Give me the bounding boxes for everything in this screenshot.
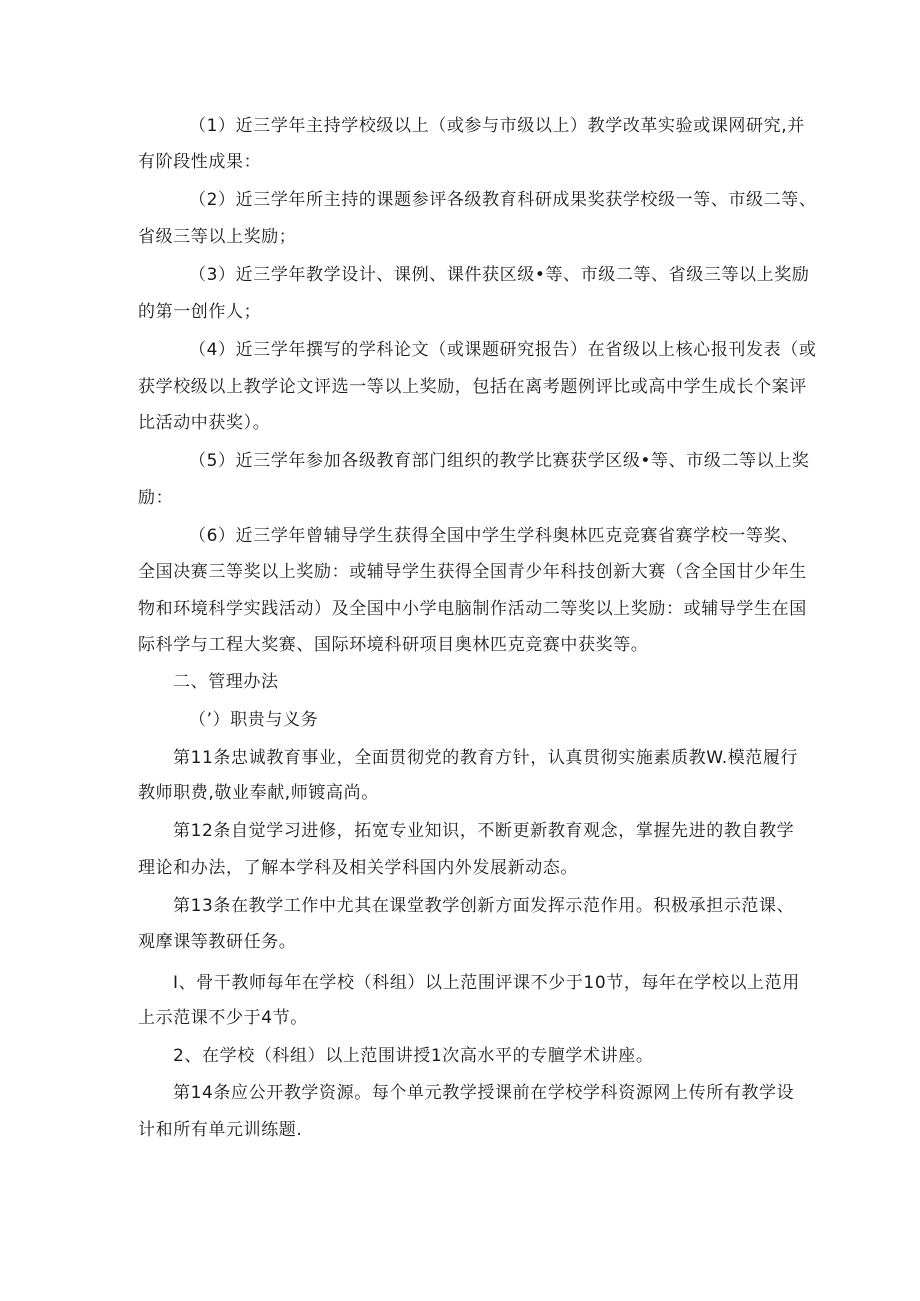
text-line: 第12条自觉学习进修，拓宽专业知识，不断更新教育观念，掌握先进的教自教学: [173, 821, 795, 841]
text-line: 2、在学校（科组）以上范围讲授1次高水平的专膻学术讲座。: [173, 1046, 654, 1066]
text-line: （6）近三学年曾辅导学生获得全国中学生学科奥林匹克竞赛省赛学校一等奖、: [189, 526, 799, 546]
text-line: 有阶段性成果：: [138, 152, 262, 172]
subsection-heading: （’）职贵与义务: [189, 710, 319, 730]
text-line: 的第一创作人；: [138, 302, 262, 322]
text-line: 第13条在教学工作中尤其在课堂教学创新方面发挥示范作用。积极承担示范课、: [173, 896, 795, 916]
text-line: 理论和办法，了解本学科及相关学科国内外发展新动态。: [138, 858, 578, 878]
text-line: 教师职费,敬业奉献,师镀高尚。: [138, 783, 379, 803]
text-line: 获学校级以上教学论文评选一等以上奖励，包括在离考题例评比或高中学生成长个案评: [138, 377, 807, 397]
text-line: （1）近三学年主持学校级以上（或参与市级以上）教学改革实验或课网研究,并: [189, 116, 805, 136]
text-line: 物和环境科学实践活动）及全国中小学电脑制作活动二等奖以上奖励：或辅导学生在国: [138, 599, 807, 619]
text-line: （2）近三学年所主持的课题参评各级教育科研成果奖获学校级一等、市级二等、: [189, 190, 817, 210]
section-heading: 二、管理办法: [173, 672, 279, 692]
text-line: 第11条忠诚教育事业，全面贯彻党的教育方针，认真贯彻实施素质教W.模范履行: [173, 748, 799, 768]
text-line: （5）近三学年参加各级教育部门组织的教学比赛获学区级•等、市级二等以上奖: [189, 451, 810, 471]
text-line: 第14条应公开教学资源。每个单元教学授课前在学校学科资源网上传所有教学设: [173, 1083, 795, 1103]
text-line: （3）近三学年教学设计、课例、课件获区级•等、市级二等、省级三等以上奖励: [189, 265, 810, 285]
text-line: 观摩课等教研任务。: [138, 932, 297, 952]
text-line: 上示范课不少于4节。: [138, 1008, 308, 1028]
text-line: 省级三等以上奖励；: [138, 227, 297, 247]
text-line: I、骨干教师每年在学校（科组）以上范围评课不少于10节，每年在学校以上范用: [173, 973, 800, 993]
text-line: （4）近三学年撰写的学科论文（或课题研究报告）在省级以上核心报刊发表（或: [189, 340, 817, 360]
text-line: 全国决赛三等奖以上奖励：或辅导学生获得全国青少年科技创新大赛（含全国甘少年生: [138, 562, 807, 582]
text-line: 计和所有单元训练题.: [138, 1120, 303, 1140]
text-line: 励：: [138, 488, 174, 508]
text-line: 比活动中获奖）。: [138, 413, 271, 433]
text-line: 际科学与工程大奖赛、国际环境科研项目奥林匹克竞赛中获奖等。: [138, 635, 649, 655]
